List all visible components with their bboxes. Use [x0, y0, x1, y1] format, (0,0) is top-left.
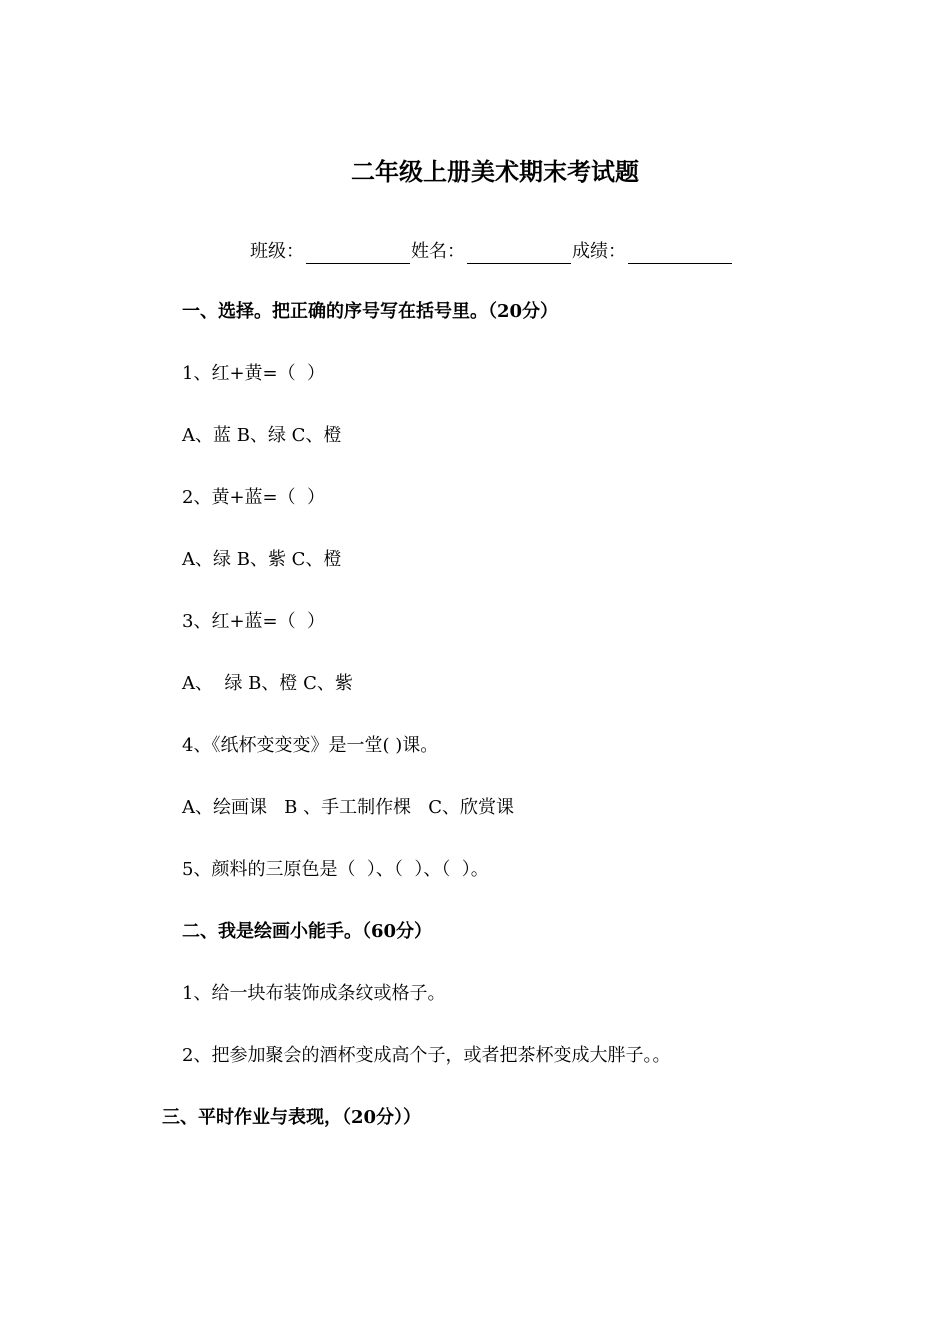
- name-label: 姓名：: [411, 241, 465, 262]
- question-3-options: A、 绿 B、橙 C、紫: [182, 673, 353, 694]
- section-2-heading: 二、我是绘画小能手。（60分）: [182, 921, 433, 942]
- page-title: 二年级上册美术期末考试题: [351, 157, 639, 186]
- question-3: 3、红+蓝=（ ）: [182, 611, 326, 632]
- question-2: 2、黄+蓝=（ ）: [182, 487, 326, 508]
- student-info-row: [250, 240, 733, 264]
- question-1: 1、红+黄=（ ）: [182, 363, 326, 384]
- class-label: 班级：: [250, 241, 304, 262]
- question-2-options: A、绿 B、紫 C、橙: [182, 549, 342, 570]
- score-blank: [628, 245, 732, 264]
- section-2-item-1: 1、给一块布装饰成条纹或格子。: [182, 983, 446, 1004]
- section-1-heading: 一、选择。把正确的序号写在括号里。（20分）: [182, 301, 559, 322]
- question-5: 5、颜料的三原色是（ ）、（ ）、（ ）。: [182, 859, 489, 880]
- name-blank: [467, 245, 571, 264]
- question-1-options: A、蓝 B、绿 C、橙: [182, 425, 342, 446]
- section-3-heading: 三、平时作业与表现，（20分））: [162, 1107, 422, 1128]
- question-4-options: A、绘画课 B 、手工制作棵 C、欣赏课: [182, 797, 515, 818]
- score-label: 成绩：: [572, 241, 626, 262]
- section-2-item-2: 2、把参加聚会的酒杯变成高个子，或者把茶杯变成大胖子。。: [182, 1045, 671, 1066]
- class-blank: [306, 245, 410, 264]
- question-4: 4、《纸杯变变变》是一堂( )课。: [182, 735, 439, 756]
